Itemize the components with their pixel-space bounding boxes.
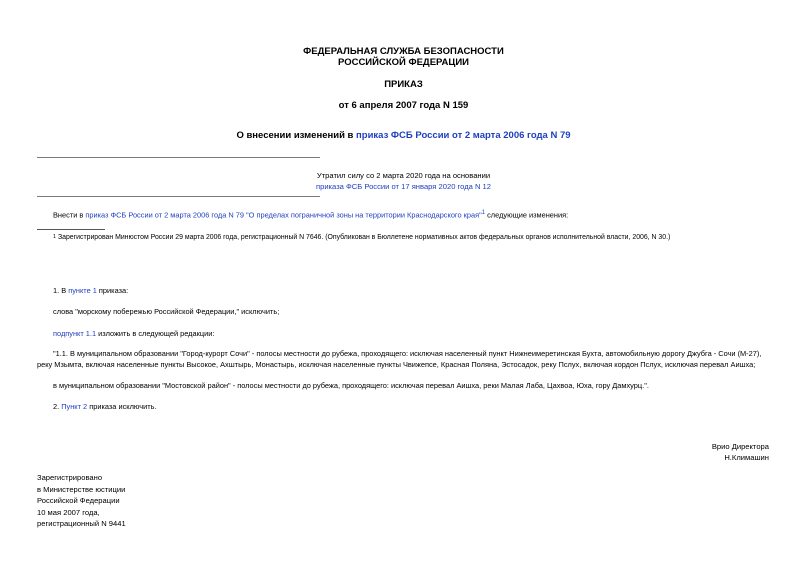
document-title bbox=[0, 130, 807, 141]
signature-position: Врио Директора bbox=[711, 442, 769, 451]
registration-line1: Зарегистрировано bbox=[37, 473, 103, 482]
registration-line3: Российской Федерации bbox=[37, 496, 120, 505]
intro-prefix: Внести в bbox=[53, 210, 86, 220]
document-title-prefix: О внесении изменений в bbox=[236, 130, 357, 141]
repeal-order-link[interactable]: приказа ФСБ России от 17 января 2020 года N 12 bbox=[315, 182, 491, 191]
item-2-clause-link[interactable]: Пункт 2 bbox=[61, 402, 88, 411]
item-1-suffix: приказа: bbox=[96, 286, 129, 295]
document-title-link[interactable]: приказ ФСБ России от 2 марта 2006 года N 79 bbox=[356, 130, 571, 141]
status-note-line2 bbox=[0, 181, 807, 192]
registration-line2: в Министерстве юстиции bbox=[37, 484, 126, 494]
footnote-ref[interactable]: 1 bbox=[481, 210, 486, 216]
footnote-mark: 1 bbox=[53, 234, 57, 240]
document-type: ПРИКАЗ bbox=[384, 79, 423, 90]
agency-name-line1: ФЕДЕРАЛЬНАЯ СЛУЖБА БЕЗОПАСНОСТИ bbox=[303, 46, 504, 57]
item-1-words: слова "морскому побережью Российской Федерации," исключить; bbox=[53, 307, 280, 316]
divider-top bbox=[37, 157, 320, 158]
signature-name: Н.Климашин bbox=[724, 453, 769, 462]
item-1-quote: "1.1. В муниципальном образовании "Город-курорт Сочи" - полосы местности до рубежа, проходящего: исключая населенный пункт Нижнеимеретинская Бухта, автомобильную дорогу Джубга - Сочи (М-27), реку Мзымта, включая населенные пункты Высокое, Ахштырь, Монастырь, исключая населенные пункты Чвижепсе, Красная Поляна, Эстосадок, реку Пслух, включая кордон Пслух, исключая перевал Аишха; bbox=[37, 349, 762, 369]
item-2-suffix: приказа исключить. bbox=[87, 402, 157, 411]
item-2 bbox=[53, 401, 157, 412]
item-1-subclause bbox=[53, 328, 214, 339]
registration-line4: 10 мая 2007 года, bbox=[37, 507, 100, 517]
item-2-prefix: 2. bbox=[53, 402, 62, 411]
intro-order-link[interactable]: приказ ФСБ России от 2 марта 2006 года N 79 "О пределах пограничной зоны на территории Краснодарского края" bbox=[85, 210, 482, 220]
subclause-link[interactable]: подпункт 1.1 bbox=[53, 329, 97, 338]
agency-name-line2: РОССИЙСКОЙ ФЕДЕРАЦИИ bbox=[337, 57, 469, 68]
document-date: от 6 апреля 2007 года N 159 bbox=[338, 100, 469, 111]
item-1-heading bbox=[53, 285, 128, 296]
divider-bottom bbox=[37, 196, 320, 197]
subclause-suffix: изложить в следующей редакции: bbox=[96, 329, 215, 338]
intro-paragraph bbox=[53, 208, 568, 220]
footnote-divider bbox=[37, 229, 105, 230]
status-note-line1: Утратил силу со 2 марта 2020 года на основании bbox=[316, 171, 491, 180]
item-1-prefix: 1. В bbox=[53, 286, 69, 295]
item-1-mostovskoy: в муниципальном образовании "Мостовской район" - полосы местности до рубежа, проходящего: исключая перевал Аишха, реки Малая Лаба, Цахвоа, Юха, гору Дамхурц.". bbox=[53, 381, 649, 390]
item-1-clause-link[interactable]: пункте 1 bbox=[68, 286, 97, 295]
intro-suffix: следующие изменения: bbox=[485, 210, 569, 220]
footnote-text bbox=[53, 232, 670, 243]
registration-line5: регистрационный N 9441 bbox=[37, 519, 126, 528]
footnote-body: Зарегистрирован Минюстом России 29 марта 2006 года, регистрационный N 7646. (Опубликован в Бюллетене нормативных актов федеральных органов исполнительной власти, 2006, N 30.) bbox=[57, 234, 671, 241]
